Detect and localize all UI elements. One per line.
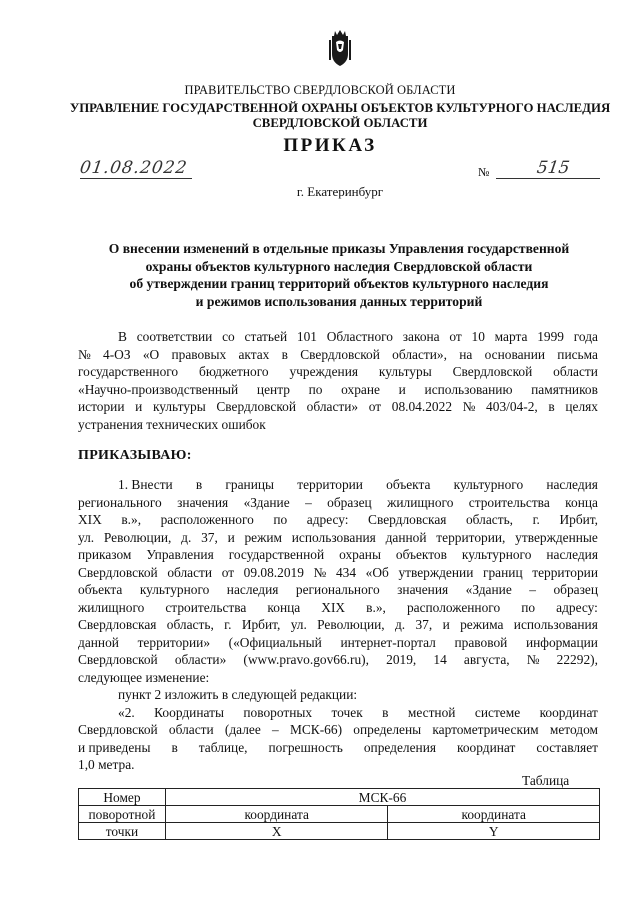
word: и: [227, 529, 235, 545]
word: Свердловской: [78, 722, 158, 737]
word: Революции,: [317, 617, 385, 632]
word: адресу:: [306, 512, 349, 527]
word: Областного: [326, 329, 394, 344]
text-line: [78, 616, 598, 634]
text-line: 1,0 метра.: [78, 757, 135, 772]
word: актах: [238, 346, 270, 362]
word: «2.: [118, 704, 135, 720]
coat-of-arms-icon: [326, 28, 354, 68]
word: объектов: [395, 547, 447, 562]
word: 37,: [415, 617, 433, 632]
word: от: [449, 329, 462, 344]
word: составляет: [536, 739, 598, 755]
text-line: [78, 494, 598, 512]
text-line: [78, 546, 598, 564]
word: точек: [331, 704, 363, 720]
word: данной: [385, 529, 427, 545]
department-title-line1: УПРАВЛЕНИЕ ГОСУДАРСТВЕННОЙ ОХРАНЫ ОБЪЕКТОВ КУЛЬТУРНОГО НАСЛЕДИЯ: [69, 101, 611, 115]
order-number: 515: [535, 158, 571, 178]
word: конца: [565, 494, 598, 510]
word: строительства: [468, 494, 550, 510]
word: августа,: [463, 652, 510, 667]
word: объекта: [78, 582, 123, 597]
text-line: следующее изменение:: [78, 669, 210, 685]
header-cell-number: точки: [79, 823, 166, 840]
header-cell-x-label: координата: [165, 806, 388, 823]
word: территории»: [137, 634, 211, 650]
word: и: [135, 399, 143, 414]
word: д.: [181, 529, 192, 545]
word: расположенного: [406, 599, 501, 615]
word: г.: [224, 617, 232, 632]
order-number-label: №: [478, 165, 490, 179]
word: статьей: [244, 329, 288, 344]
word: 1999: [537, 329, 564, 344]
word: режима: [460, 617, 504, 632]
word: охране: [341, 381, 380, 397]
word: значения: [397, 582, 449, 597]
word: «О: [142, 346, 160, 362]
word: истории: [78, 399, 125, 414]
word: культурного: [461, 547, 532, 562]
subject-line: охраны объектов культурного наследия Свердловской области: [145, 258, 533, 274]
word: приказом: [78, 547, 132, 562]
word: со: [222, 329, 235, 344]
word: Свердловской: [78, 564, 158, 580]
text-line: [78, 739, 598, 757]
text-line: [78, 599, 598, 617]
word: Ирбит,: [559, 512, 598, 527]
table-caption: Таблица: [522, 773, 570, 788]
word: адресу:: [556, 599, 598, 615]
word: область,: [465, 512, 514, 527]
word: образец: [553, 582, 598, 597]
word: область,: [166, 617, 214, 632]
word: области»: [174, 652, 227, 667]
word: культурного: [139, 582, 210, 597]
word: координат: [457, 739, 516, 755]
word: от: [221, 564, 235, 580]
word: государственного: [78, 364, 179, 379]
word: погрешность: [268, 739, 343, 755]
word: конца: [267, 599, 301, 615]
word: Ирбит,: [241, 617, 281, 632]
word: области: [168, 722, 214, 737]
word: местной: [407, 704, 456, 720]
header-cell-msk66: МСК-66: [165, 789, 599, 806]
word: координат: [539, 704, 598, 720]
word: «Об: [365, 564, 389, 580]
word: 37,: [201, 529, 218, 545]
word: Координаты: [154, 704, 224, 720]
word: использования: [291, 529, 376, 545]
word: жилищного: [78, 599, 145, 615]
word: марта: [494, 329, 528, 344]
word: «Здание: [465, 582, 512, 597]
table-row: [79, 806, 600, 823]
word: 22292),: [556, 652, 598, 667]
word: территории,: [436, 529, 506, 545]
word: регионального: [295, 582, 380, 597]
word: д.: [394, 617, 406, 632]
word: определения: [363, 739, 437, 755]
word: 4-ОЗ: [103, 346, 131, 362]
word: правовых: [171, 346, 227, 362]
word: Управления: [146, 547, 214, 562]
word: границы: [225, 477, 275, 492]
word: МСК-66): [289, 722, 343, 737]
header-cell-x-axis: X: [165, 823, 388, 840]
word: 434: [335, 564, 357, 580]
word: 1. Внести: [118, 477, 173, 492]
word: по: [308, 381, 323, 397]
word: «Научно-производственный: [78, 381, 239, 397]
header-cell-number: Номер: [79, 789, 166, 806]
word: таблице,: [198, 739, 248, 755]
word: на: [459, 346, 473, 362]
word: по: [521, 599, 536, 615]
word: ул.: [78, 529, 95, 545]
table-row: [79, 823, 600, 840]
word: бюджетного: [199, 364, 269, 379]
word: наследия: [546, 547, 598, 562]
text-line: пункт 2 изложить в следующей редакции:: [118, 687, 358, 702]
text-line: [78, 476, 598, 494]
word: охраны: [339, 547, 381, 562]
word: строительства: [165, 599, 247, 615]
word: центр: [256, 381, 290, 397]
word: в: [195, 477, 203, 492]
text-line: [78, 704, 598, 722]
header-cell-y-axis: Y: [388, 823, 600, 840]
word: (www.pravo.gov66.ru),: [243, 652, 369, 667]
table-row: [79, 789, 600, 806]
word: по: [273, 512, 288, 527]
word: и приведены: [78, 739, 151, 755]
word: г.: [532, 512, 540, 527]
word: объекта: [386, 477, 431, 492]
word: территории: [532, 564, 598, 580]
word: значения: [177, 494, 229, 510]
word: определены: [353, 722, 422, 737]
word: поворотных: [243, 704, 313, 720]
preamble-paragraph: [78, 328, 598, 433]
word: в: [171, 739, 178, 755]
word: 09.08.2019: [243, 564, 304, 580]
word: соответствии: [136, 329, 213, 344]
word: информации: [525, 634, 598, 650]
subject-line: О внесении изменений в отдельные приказы Управления государственной: [108, 241, 570, 256]
word: границ: [482, 564, 523, 580]
word: системе: [474, 704, 521, 720]
order-subject: [78, 240, 600, 310]
word: («Официальный: [228, 634, 322, 650]
text-line: [78, 581, 598, 599]
word: №: [526, 652, 540, 667]
word: образец: [327, 494, 372, 510]
word: целях: [565, 399, 598, 414]
word: 14: [433, 652, 447, 667]
text-line: [78, 398, 598, 416]
word: №: [78, 346, 91, 362]
word: утвержденные: [515, 529, 598, 545]
word: наследия: [226, 582, 279, 597]
word: Свердловской: [452, 364, 533, 379]
word: правовой: [454, 634, 508, 650]
word: –: [529, 582, 536, 597]
header-cell-number: поворотной: [79, 806, 166, 823]
word: режим: [244, 529, 283, 545]
text-line: [78, 564, 598, 582]
word: области»,: [392, 346, 447, 362]
word: 403/04-2,: [486, 399, 538, 414]
word: территории: [297, 477, 363, 492]
word: интернет-портал: [340, 634, 436, 650]
subject-line: об утверждении границ территорий объектов культурного наследия: [129, 276, 549, 291]
item-1-paragraph: [78, 476, 598, 774]
word: и: [442, 617, 450, 632]
word: и: [398, 381, 406, 397]
word: в: [382, 704, 389, 720]
word: ул.: [290, 617, 307, 632]
word: в: [281, 346, 288, 362]
word: Свердловской: [216, 399, 297, 414]
text-line: [78, 328, 598, 346]
text-line: устранения технических ошибок: [78, 416, 266, 432]
issue-city: г. Екатеринбург: [296, 184, 384, 199]
word: данной: [78, 634, 119, 650]
text-line: [78, 634, 598, 652]
word: (далее: [224, 722, 261, 737]
word: использования: [513, 617, 598, 632]
word: утверждении: [398, 564, 474, 580]
header-cell-y-label: координата: [388, 806, 600, 823]
word: области»: [306, 399, 359, 414]
text-line: [78, 651, 598, 669]
text-line: [78, 721, 598, 739]
word: памятников: [531, 381, 598, 397]
word: Свердловская: [78, 617, 157, 632]
word: использованию: [424, 381, 513, 397]
word: –: [272, 722, 279, 737]
word: учреждения: [289, 364, 359, 379]
word: основании: [484, 346, 546, 362]
text-line: [78, 346, 598, 364]
word: государственной: [228, 547, 325, 562]
word: в.»,: [121, 512, 142, 527]
word: Свердловской: [300, 346, 380, 362]
word: от: [368, 399, 382, 414]
word: Свердловской: [78, 652, 158, 667]
word: В: [118, 329, 127, 344]
word: Революции,: [103, 529, 172, 545]
text-line: [78, 511, 598, 529]
word: культурного: [453, 477, 524, 492]
word: наследия: [546, 477, 598, 492]
word: регионального: [78, 494, 162, 510]
word: культуры: [378, 364, 432, 379]
date-underline: [80, 178, 192, 179]
word: №: [462, 399, 476, 414]
word: XIX: [321, 599, 346, 615]
word: 101: [296, 329, 317, 344]
word: картометрическим: [432, 722, 539, 737]
word: года: [573, 329, 598, 344]
text-line: [78, 529, 598, 547]
document-type-title: ПРИКАЗ: [283, 135, 377, 156]
word: в: [548, 399, 555, 414]
word: –: [305, 494, 312, 510]
word: Свердловская: [368, 512, 447, 527]
word: 08.04.2022: [391, 399, 453, 414]
word: письма: [557, 346, 598, 362]
word: расположенного: [160, 512, 254, 527]
word: XIX: [78, 512, 102, 527]
number-underline: [496, 178, 600, 179]
word: области: [167, 564, 213, 580]
text-line: [78, 381, 598, 399]
subject-line: и режимов использования данных территорий: [195, 293, 483, 309]
coordinates-table: [78, 788, 600, 840]
word: области: [553, 364, 598, 379]
word: №: [313, 564, 327, 580]
text-line: [78, 363, 598, 381]
department-title-line2: СВЕРДЛОВСКОЙ ОБЛАСТИ: [252, 116, 428, 130]
word: жилищного: [387, 494, 454, 510]
word: 2019,: [386, 652, 417, 667]
word: «Здание: [243, 494, 290, 510]
word: методом: [549, 722, 598, 737]
word: закона: [402, 329, 440, 344]
government-title: ПРАВИТЕЛЬСТВО СВЕРДЛОВСКОЙ ОБЛАСТИ: [184, 83, 456, 97]
word: 10: [471, 329, 485, 344]
orders-heading: ПРИКАЗЫВАЮ:: [78, 448, 192, 463]
order-date: 01.08.2022: [78, 158, 189, 178]
word: культуры: [152, 399, 206, 414]
word: в.»,: [366, 599, 386, 615]
